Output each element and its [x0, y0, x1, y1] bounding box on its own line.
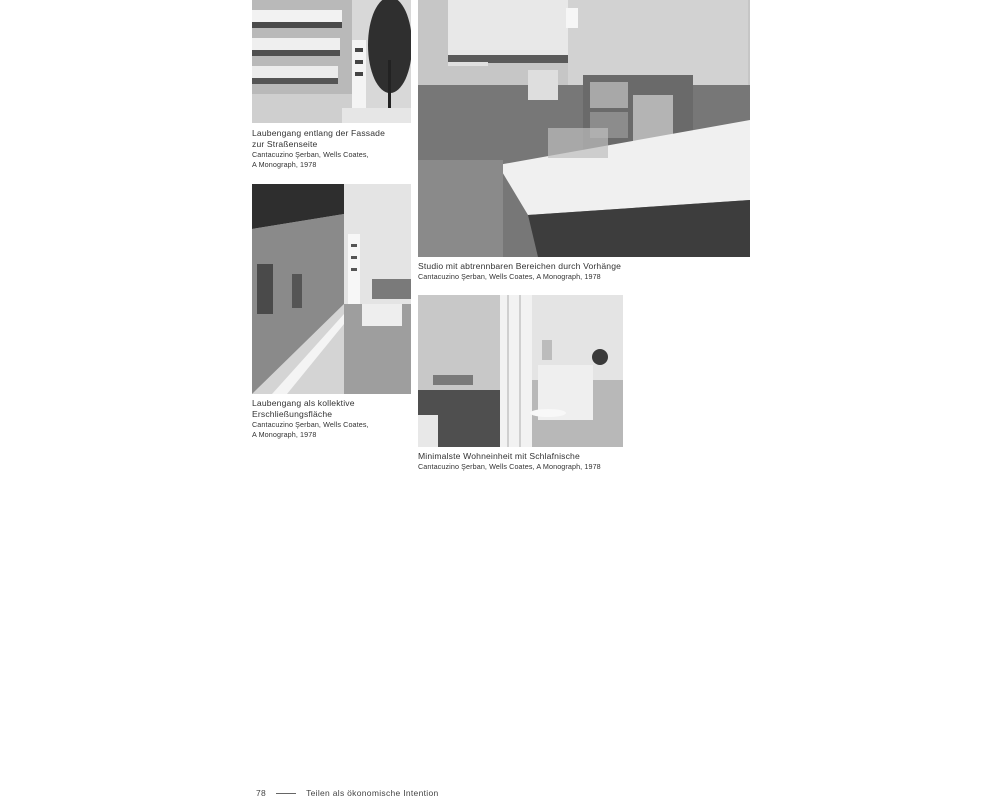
section-title: Teilen als ökonomische Intention: [306, 788, 439, 798]
caption-source: Cantacuzino Şerban, Wells Coates, A Monograph, 1978: [252, 150, 369, 169]
caption-title: Studio mit abtrennbaren Bereichen durch Vorhänge: [418, 261, 622, 271]
caption-gallery: [252, 398, 417, 440]
caption-source: Cantacuzino Şerban, Wells Coates, A Monograph, 1978: [252, 420, 369, 439]
caption-studio: [418, 261, 718, 282]
page-footer: [256, 788, 439, 798]
caption-facade: [252, 128, 417, 170]
caption-source: Cantacuzino Şerban, Wells Coates, A Monograph, 1978: [418, 462, 601, 471]
footer-divider: [276, 793, 296, 794]
caption-title: Laubengang als kollektive Erschließungsfläche: [252, 398, 355, 419]
caption-minimal: [418, 451, 718, 472]
page-number: 78: [256, 788, 267, 798]
caption-source: Cantacuzino Şerban, Wells Coates, A Monograph, 1978: [418, 272, 601, 281]
photo-facade-balconies: [252, 0, 411, 123]
photo-gallery-walkway: [252, 184, 411, 394]
photo-studio-interior: [418, 0, 750, 257]
photo-minimal-unit: [418, 295, 623, 447]
caption-title: Laubengang entlang der Fassade zur Straßenseite: [252, 128, 386, 149]
caption-title: Minimalste Wohneinheit mit Schlafnische: [418, 451, 580, 461]
